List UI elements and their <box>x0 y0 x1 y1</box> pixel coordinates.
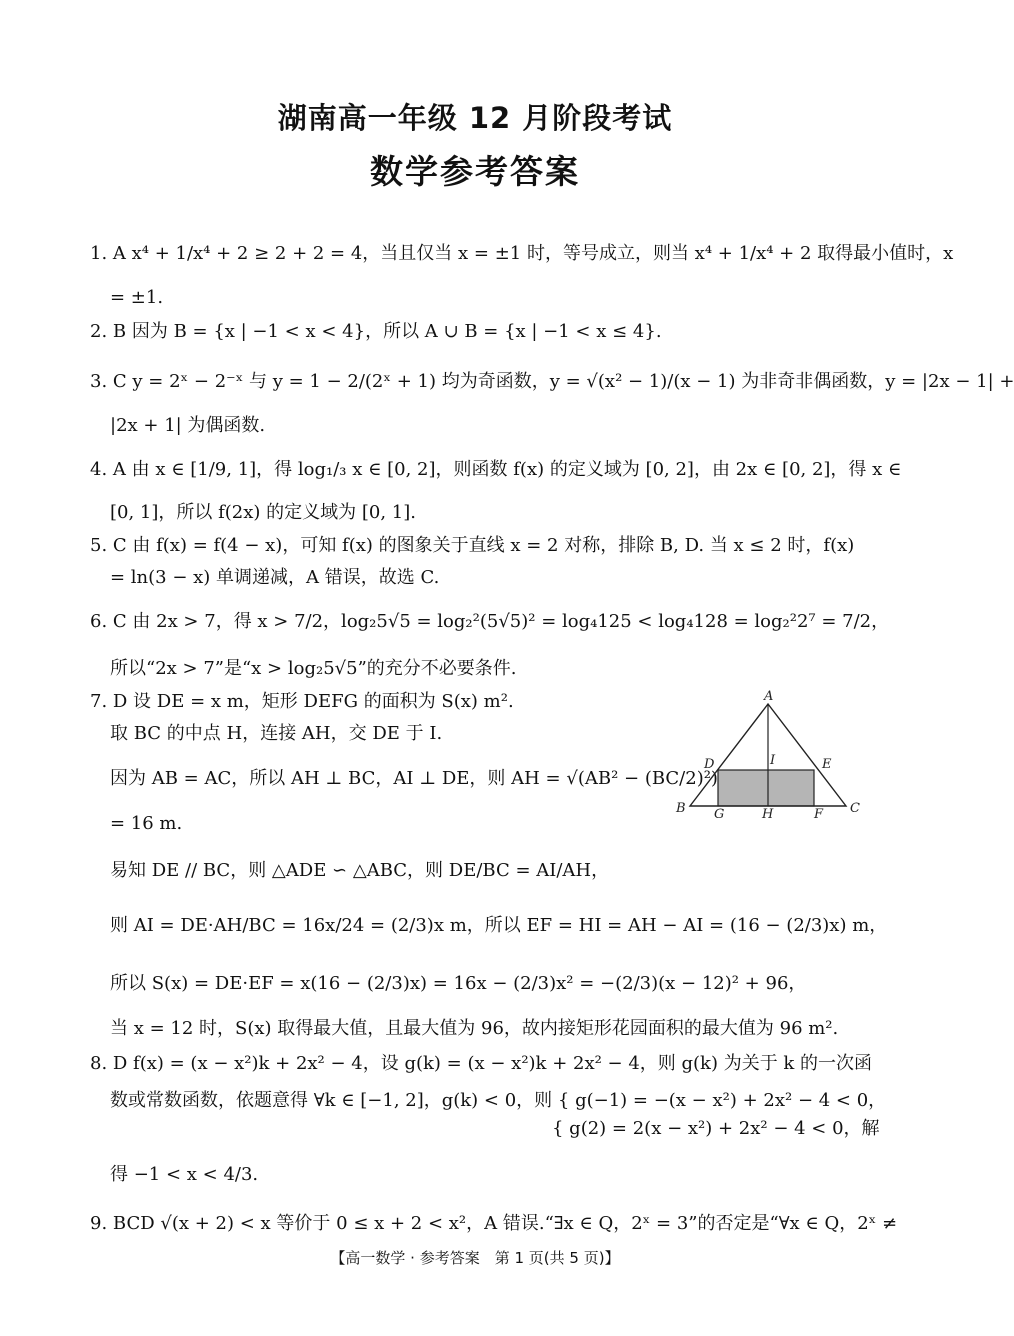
solution-6-cont: 所以“2x > 7”是“x > log₂5√5”的充分不必要条件. <box>110 658 517 679</box>
solution-8-cont-1: 数或常数函数，依题意得 ∀k ∈ [−1, 2]，g(k) < 0，则 { g(−1) = −(x − x²) + 2x² − 4 < 0， <box>110 1090 887 1111</box>
solution-3: 3. C y = 2ˣ − 2⁻ˣ 与 y = 1 − 2/(2ˣ + 1) 均为奇函数，y = √(x² − 1)/(x − 1) 为非奇非偶函数，y = |2x − 1| + <box>90 371 1014 392</box>
solution-5: 5. C 由 f(x) = f(4 − x)，可知 f(x) 的图象关于直线 x = 2 对称，排除 B, D. 当 x ≤ 2 时，f(x) <box>90 535 855 556</box>
label-i: I <box>770 753 776 768</box>
solution-7-cont-5: 则 AI = DE·AH/BC = 16x/24 = (2/3)x m，所以 EF = HI = AH − AI = (16 − (2/3)x) m， <box>110 915 888 936</box>
solution-6: 6. C 由 2x > 7，得 x > 7/2，log₂5√5 = log₂²(5√5)² = log₄125 < log₄128 = log₂²2⁷ = 7/2， <box>90 611 890 632</box>
label-e: E <box>822 757 832 772</box>
page-subtitle: 数学参考答案 <box>370 152 580 191</box>
solution-3-cont: |2x + 1| 为偶函数. <box>110 415 266 436</box>
label-f: F <box>814 807 824 822</box>
label-c: C <box>850 801 860 816</box>
label-d: D <box>704 757 715 772</box>
solution-8-cont-2: { g(2) = 2(x − x²) + 2x² − 4 < 0，解 <box>552 1118 880 1139</box>
solution-2: 2. B 因为 B = {x | −1 < x < 4}，所以 A ∪ B = {x | −1 < x ≤ 4}. <box>90 321 662 342</box>
page-footer: 【高一数学 · 参考答案 第 1 页(共 5 页)】 <box>330 1249 620 1267</box>
solution-1: 1. A x⁴ + 1/x⁴ + 2 ≥ 2 + 2 = 4，当且仅当 x = ±1 时，等号成立，则当 x⁴ + 1/x⁴ + 2 取得最小值时，x <box>90 243 954 264</box>
solution-7-cont-6: 所以 S(x) = DE·EF = x(16 − (2/3)x) = 16x − (2/3)x² = −(2/3)(x − 12)² + 96， <box>110 973 807 994</box>
label-h: H <box>762 807 774 822</box>
solution-7-cont-7: 当 x = 12 时，S(x) 取得最大值，且最大值为 96，故内接矩形花园面积的最大值为 96 m². <box>110 1018 839 1039</box>
solution-8-cont-3: 得 −1 < x < 4/3. <box>110 1164 259 1185</box>
solution-7-cont-2: 因为 AB = AC，所以 AH ⊥ BC，AI ⊥ DE，则 AH = √(AB² − (BC/2)²) <box>110 768 718 789</box>
label-b: B <box>676 801 686 816</box>
label-g: G <box>714 807 725 822</box>
solution-7-cont-1: 取 BC 的中点 H，连接 AH，交 DE 于 I. <box>110 723 443 744</box>
solution-8: 8. D f(x) = (x − x²)k + 2x² − 4，设 g(k) = (x − x²)k + 2x² − 4，则 g(k) 为关于 k 的一次函 <box>90 1053 873 1074</box>
rectangle-defg <box>718 770 814 806</box>
triangle-diagram <box>668 686 868 822</box>
solution-4: 4. A 由 x ∈ [1/9, 1]，得 log₁/₃ x ∈ [0, 2]，则函数 f(x) 的定义域为 [0, 2]，由 2x ∈ [0, 2]，得 x ∈ <box>90 459 902 480</box>
solution-4-cont: [0, 1]，所以 f(2x) 的定义域为 [0, 1]. <box>110 502 416 523</box>
label-a: A <box>764 689 774 704</box>
triangle-figure <box>668 686 868 822</box>
page-title: 湖南高一年级 12 月阶段考试 <box>277 101 673 135</box>
solution-5-cont: = ln(3 − x) 单调递减，A 错误，故选 C. <box>110 567 440 588</box>
solution-9: 9. BCD √(x + 2) < x 等价于 0 ≤ x + 2 < x²，A 错误.“∃x ∈ Q，2ˣ = 3”的否定是“∀x ∈ Q，2ˣ ≠ <box>90 1213 898 1234</box>
solution-7-cont-3: = 16 m. <box>110 813 183 834</box>
solution-1-cont: = ±1. <box>110 287 164 308</box>
solution-7: 7. D 设 DE = x m，矩形 DEFG 的面积为 S(x) m². <box>90 691 514 712</box>
solution-7-cont-4: 易知 DE // BC，则 △ADE ∽ △ABC，则 DE/BC = AI/AH， <box>110 860 610 881</box>
